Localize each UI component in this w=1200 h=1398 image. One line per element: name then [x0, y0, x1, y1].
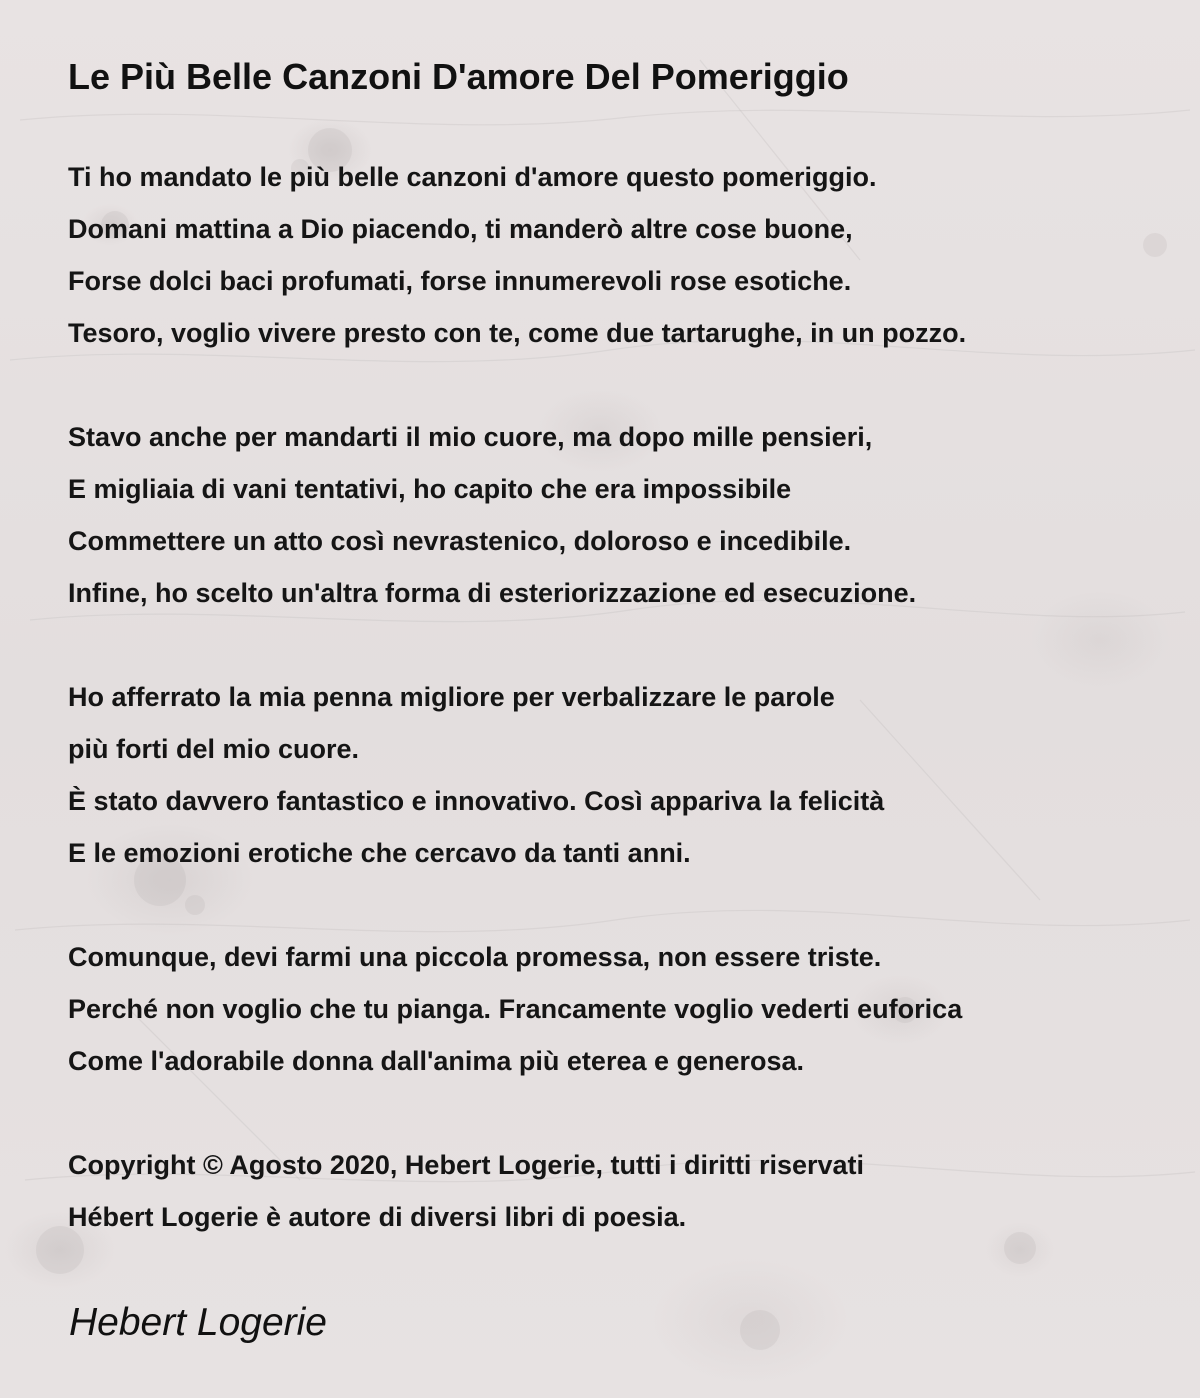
poem-line: Tesoro, voglio vivere presto con te, come due tartarughe, in un pozzo.	[68, 318, 967, 348]
author-signature: Hebert Logerie	[69, 1301, 327, 1344]
poem-line: Ho afferrato la mia penna migliore per verbalizzare le parole	[68, 682, 835, 712]
poem-line: È stato davvero fantastico e innovativo. Così appariva la felicità	[68, 786, 885, 816]
poem-line: più forti del mio cuore.	[68, 734, 360, 764]
copyright-line: Copyright © Agosto 2020, Hebert Logerie, tutti i diritti riservati	[68, 1150, 865, 1180]
poem-line: Perché non voglio che tu pianga. Francamente voglio vederti euforica	[68, 994, 963, 1024]
poem-line: Domani mattina a Dio piacendo, ti manderò altre cose buone,	[68, 214, 853, 244]
poem-line: E le emozioni erotiche che cercavo da tanti anni.	[68, 838, 691, 868]
poem-line: E migliaia di vani tentativi, ho capito che era impossibile	[68, 474, 792, 504]
stanza-1	[68, 151, 1178, 359]
poem-line: Ti ho mandato le più belle canzoni d'amore questo pomeriggio.	[68, 162, 877, 192]
author-note-line: Hébert Logerie è autore di diversi libri di poesia.	[68, 1202, 687, 1232]
poem-line: Comunque, devi farmi una piccola promessa, non essere triste.	[68, 942, 882, 972]
poem-line: Stavo anche per mandarti il mio cuore, ma dopo mille pensieri,	[68, 422, 873, 452]
poem-line: Infine, ho scelto un'altra forma di esteriorizzazione ed esecuzione.	[68, 578, 917, 608]
poem-line: Come l'adorabile donna dall'anima più eterea e generosa.	[68, 1046, 805, 1076]
stanza-2	[68, 411, 1178, 619]
poem-line: Commettere un atto così nevrastenico, doloroso e incedibile.	[68, 526, 852, 556]
stanza-3	[68, 671, 1178, 879]
poem-body	[68, 151, 1178, 1295]
poem-title: Le Più Belle Canzoni D'amore Del Pomeriggio	[68, 56, 849, 97]
poem-line: Forse dolci baci profumati, forse innumerevoli rose esotiche.	[68, 266, 852, 296]
copyright-notice	[68, 1139, 1178, 1243]
stanza-4	[68, 931, 1178, 1087]
